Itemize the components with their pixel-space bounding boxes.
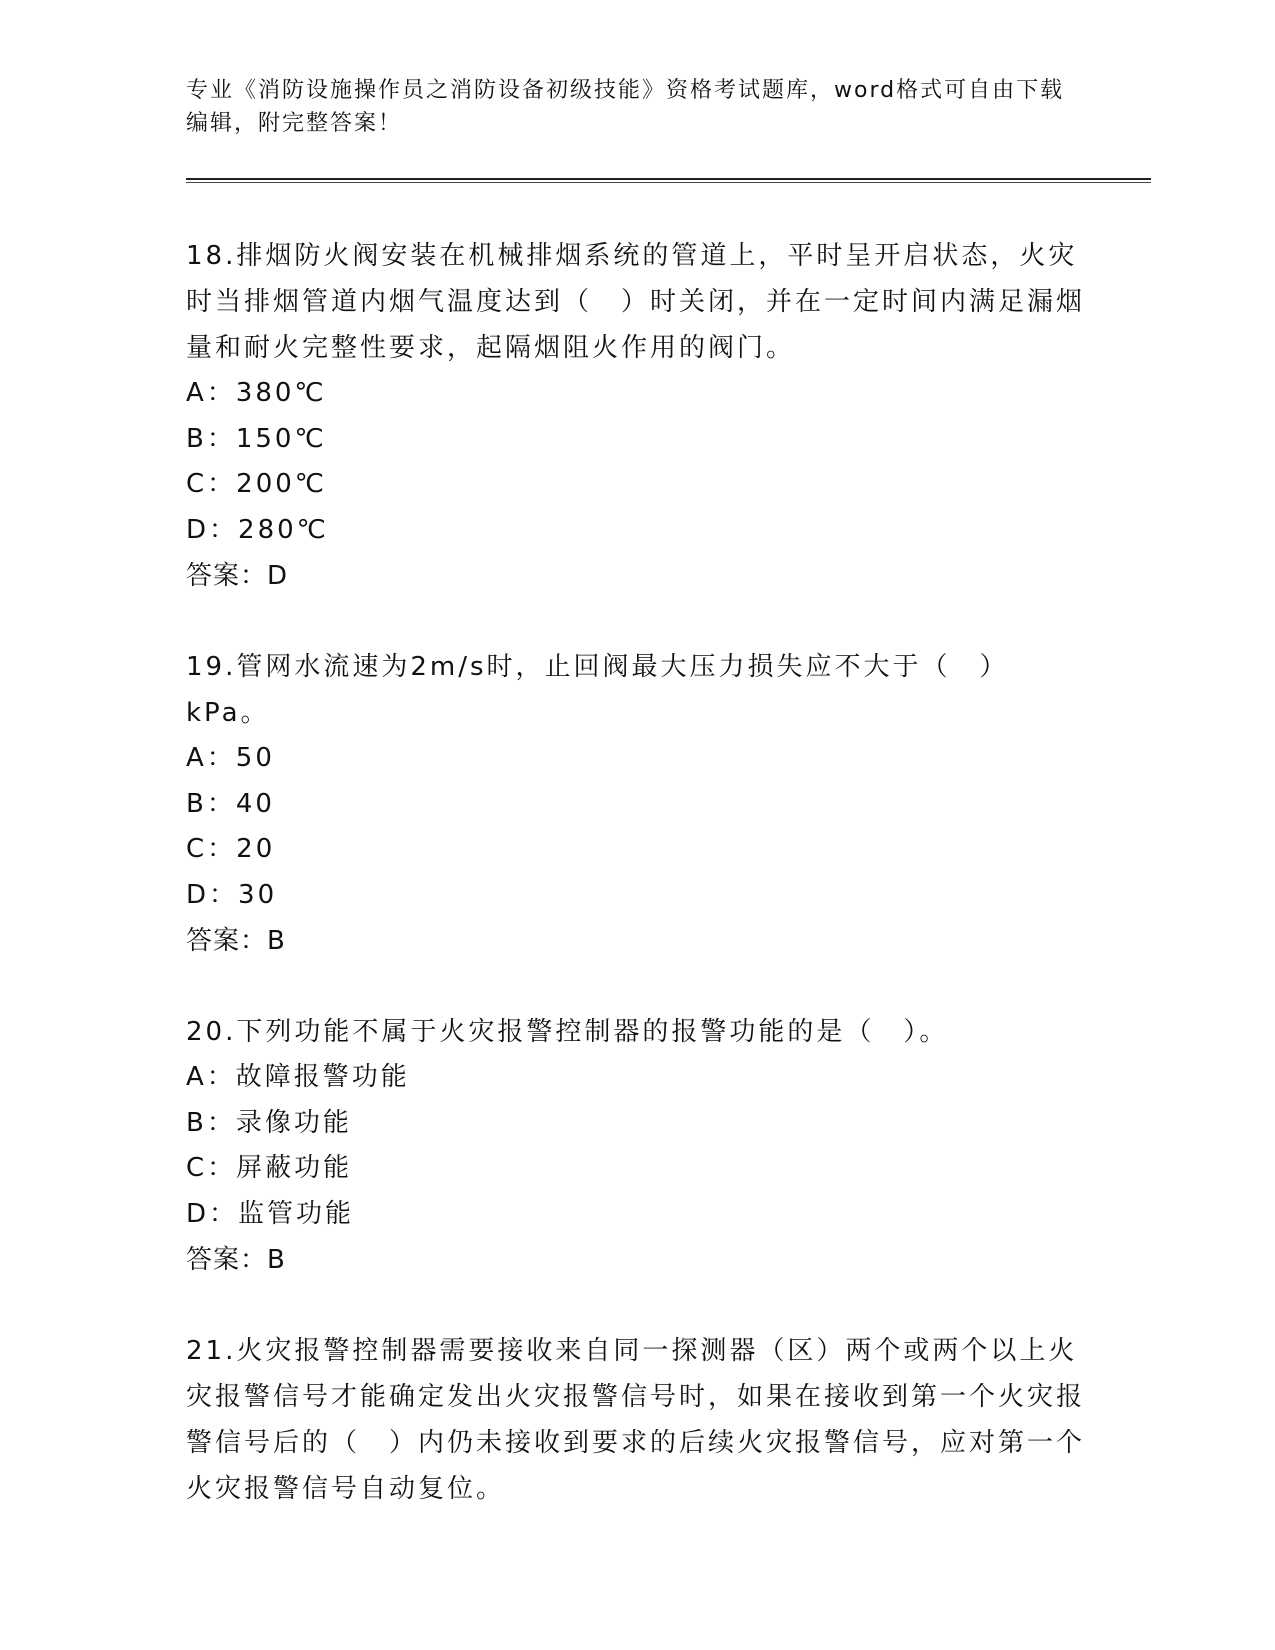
question-19 xyxy=(186,644,1086,964)
question-stem: 18.排烟防火阀安装在机械排烟系统的管道上，平时呈开启状态，火灾时当排烟管道内烟气温度达到（ ）时关闭，并在一定时间内满足漏烟量和耐火完整性要求，起隔烟阻火作用的阀门。 xyxy=(186,241,1086,363)
question-20 xyxy=(186,1009,1086,1283)
option-c: C：20 xyxy=(186,834,276,864)
question-21 xyxy=(186,1328,1086,1512)
option-d: D：30 xyxy=(186,879,278,910)
answer-line: 答案：B xyxy=(186,1245,286,1275)
option-b: B：40 xyxy=(186,788,275,819)
question-list xyxy=(186,233,1086,1557)
option-a: A：380℃ xyxy=(186,378,327,408)
question-stem: 21.火灾报警控制器需要接收来自同一探测器（区）两个或两个以上火灾报警信号才能确定发出火灾报警信号时，如果在接收到第一个火灾报警信号后的（ ）内仍未接收到要求的后续火灾报警信号，应对第一个火灾报警信号自动复位。 xyxy=(186,1336,1086,1504)
option-a: A：故障报警功能 xyxy=(186,1062,410,1092)
option-c: C：200℃ xyxy=(186,469,327,499)
question-18 xyxy=(186,233,1086,599)
header-divider-thin xyxy=(186,182,1151,183)
option-b: B：录像功能 xyxy=(186,1107,352,1138)
option-d: D：280℃ xyxy=(186,514,329,545)
question-stem: 19.管网水流速为2m/s时，止回阀最大压力损失应不大于（ ）kPa。 xyxy=(186,652,1009,728)
header-divider-thick xyxy=(186,178,1151,180)
option-b: B：150℃ xyxy=(186,423,327,454)
document-header: 专业《消防设施操作员之消防设备初级技能》资格考试题库，word格式可自由下载编辑，附完整答案！ xyxy=(186,78,1065,136)
question-stem: 20.下列功能不属于火灾报警控制器的报警功能的是（ ）。 xyxy=(186,1017,949,1047)
option-d: D：监管功能 xyxy=(186,1198,355,1229)
option-a: A：50 xyxy=(186,743,275,773)
answer-line: 答案：D xyxy=(186,561,289,591)
option-c: C：屏蔽功能 xyxy=(186,1153,353,1183)
answer-line: 答案：B xyxy=(186,926,286,956)
